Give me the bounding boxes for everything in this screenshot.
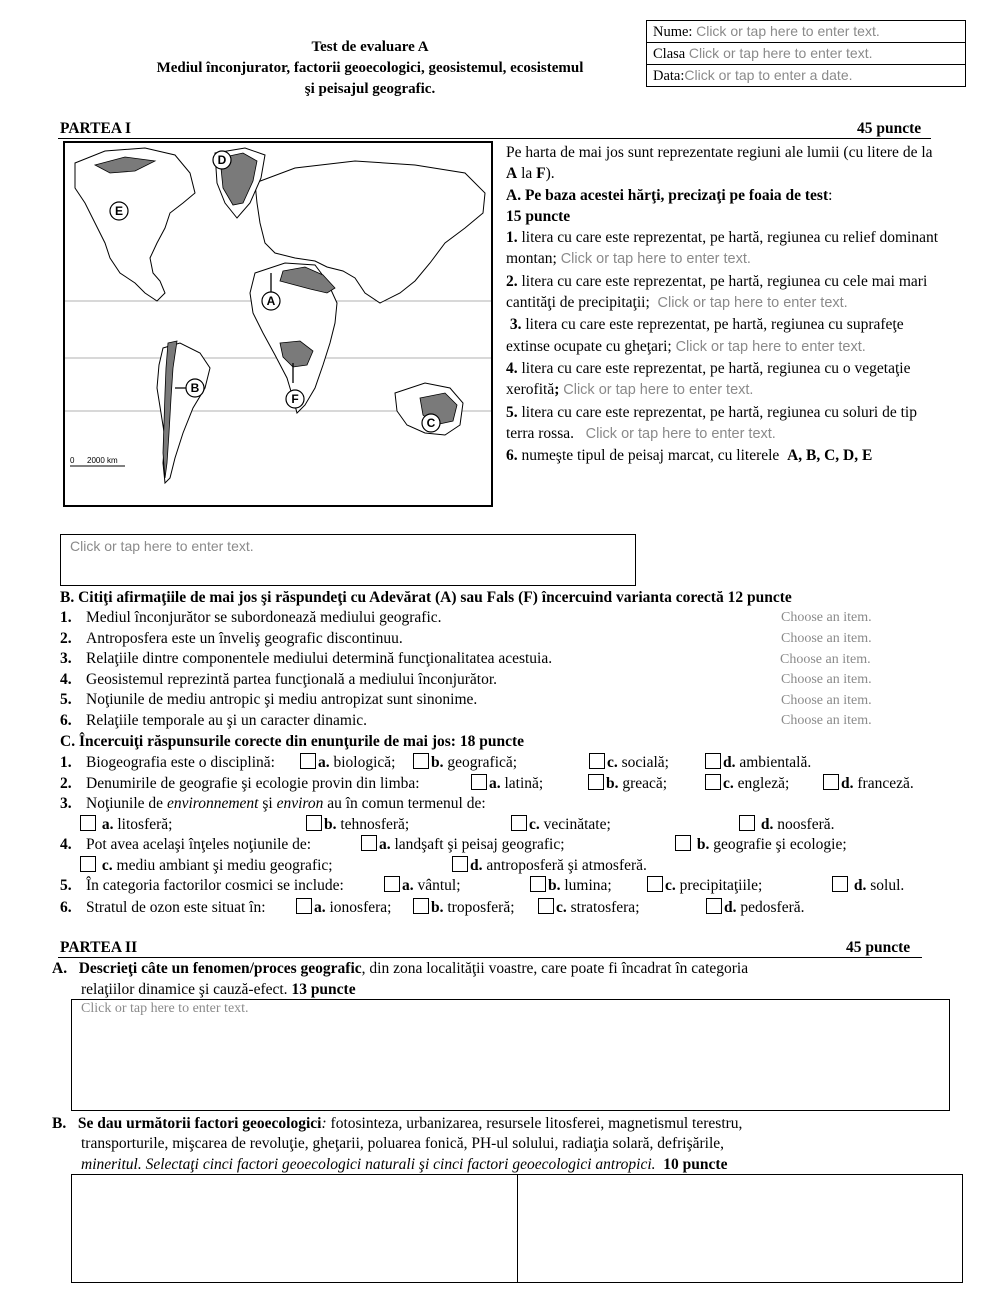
checkbox[interactable]	[384, 876, 400, 892]
part2-task-b: B. Se dau următorii factori geoecologici: fotosinteza, urbanizarea, resursele litosferei, magnetismul terestru,	[52, 1115, 743, 1132]
question-4: 4. litera cu care este reprezentat, pe hartă, regiunea cu o vegetaţie xerofită; Click or tap here to enter text.	[506, 359, 911, 399]
date-field[interactable]	[647, 65, 965, 86]
statement-1: 1. Mediul înconjurător se subordonează mediului geografic.	[60, 609, 442, 626]
c-question-3: 3. Noţiunile de environnement şi environ au în comun termenul de:	[60, 795, 486, 812]
part2-task-b-line2: transporturile, mişcarea de revoluţie, gheţarii, poluarea fonică, PH-ul solului, radiaţia solară, defrişările,	[81, 1135, 725, 1152]
task-a-points: 15 puncte	[506, 207, 571, 225]
anthropic-factors-cell[interactable]	[518, 1175, 962, 1282]
c6-option-d[interactable]: d. pedosferă.	[706, 898, 805, 918]
map-intro: Pe harta de mai jos sunt reprezentate regiuni ale lumii (cu litere de la A la F).	[506, 144, 933, 183]
checkbox[interactable]	[739, 815, 755, 831]
c-question-1: 1. Biogeografia este o disciplină:	[60, 754, 275, 771]
world-map-svg	[65, 143, 491, 505]
checkbox[interactable]	[80, 815, 96, 831]
world-map	[63, 141, 493, 507]
part1-questions	[506, 142, 942, 466]
task-a-title: A. Pe baza acestei hărţi, precizaţi pe foaia de test:	[506, 186, 833, 204]
class-label: Clasa	[653, 46, 686, 62]
question-5: 5. litera cu care este reprezentat, pe hartă, regiunea cu soluri de tip terra rossa. Click or tap here to enter text.	[506, 403, 917, 442]
statement-2: 2. Antroposfera este un înveliş geografic discontinuu.	[60, 629, 403, 647]
c1-option-c[interactable]: c. socială;	[589, 753, 669, 773]
part2-a-answer-box[interactable]	[71, 999, 950, 1111]
c4-option-d[interactable]: d. antroposferă şi atmosferă.	[452, 856, 647, 876]
continents	[75, 148, 485, 483]
checkbox[interactable]	[705, 774, 721, 790]
student-info-box	[646, 20, 966, 87]
c4-option-a[interactable]: a. landşaft şi peisaj geografic;	[361, 835, 565, 855]
landscape-answer-box[interactable]	[60, 534, 636, 586]
c3-option-c[interactable]: c. vecinătate;	[511, 815, 611, 835]
factors-table	[71, 1174, 963, 1283]
question-6: 6. numeşte tipul de peisaj marcat, cu literele A, B, C, D, E	[506, 447, 873, 465]
checkbox[interactable]	[823, 774, 839, 790]
test-title: Test de evaluare A	[311, 39, 429, 55]
checkbox[interactable]	[413, 753, 429, 769]
part2-header-line	[58, 942, 922, 958]
answer-5-field[interactable]: Click or tap here to enter text.	[585, 425, 776, 442]
part1-points: 45 puncte	[857, 120, 922, 137]
statement-5: 5. Noţiunile de mediu antropic şi mediu antropizat sunt sinonime.	[60, 691, 478, 708]
section-c-title: C. Încercuiţi răspunsurile corecte din enunţurile de mai jos: 18 puncte	[60, 733, 524, 750]
c1-option-d[interactable]: d. ambientală.	[705, 753, 811, 773]
map-label-e: E	[114, 204, 124, 218]
c-question-4: 4. Pot avea acelaşi înţeles noţiunile de:	[60, 836, 312, 853]
map-label-d: D	[217, 153, 227, 167]
c6-option-b[interactable]: b. troposferă;	[413, 898, 515, 918]
answer-3-field[interactable]: Click or tap here to enter text.	[675, 338, 866, 355]
checkbox[interactable]	[538, 898, 554, 914]
c2-option-c[interactable]: c. engleză;	[705, 774, 789, 794]
statement-6: 6. Relaţiile temporale au şi un caracter dinamic.	[60, 711, 368, 729]
landscape-answer-placeholder[interactable]: Click or tap here to enter text.	[70, 538, 254, 554]
checkbox[interactable]	[675, 835, 691, 851]
c4-option-b[interactable]: b. geografie şi ecologie;	[675, 835, 847, 855]
checkbox[interactable]	[413, 898, 429, 914]
statement-2-choice[interactable]: Choose an item.	[781, 631, 872, 646]
checkbox[interactable]	[80, 856, 96, 872]
name-label: Nume:	[653, 24, 693, 40]
statement-1-choice[interactable]: Choose an item.	[781, 610, 872, 625]
checkbox[interactable]	[530, 876, 546, 892]
map-scale	[70, 456, 125, 466]
section-b-title: B. Citiţi afirmaţiile de mai jos şi răspundeţi cu Adevărat (A) sau Fals (F) încercuind varianta corectă 12 puncte	[60, 589, 792, 606]
part2-task-a: A. Descrieţi câte un fenomen/proces geografic, din zona localităţii voastre, care poate fi încadrat în categoria	[52, 960, 749, 977]
question-2: 2. litera cu care este reprezentat, pe hartă, regiunea cu cele mai mari cantităţi de precipitaţii; Click or tap here to enter text.	[506, 272, 928, 312]
map-label-c: C	[426, 416, 436, 430]
statement-6-choice[interactable]: Choose an item.	[781, 713, 872, 728]
checkbox[interactable]	[705, 753, 721, 769]
part2-points: 45 puncte	[846, 939, 911, 956]
question-1: 1. litera cu care este reprezentat, pe hartă, regiunea cu relief dominant montan; Click or tap here to enter text.	[506, 229, 939, 268]
checkbox[interactable]	[296, 898, 312, 914]
c-question-2: 2. Denumirile de geografie şi ecologie provin din limba:	[60, 775, 420, 792]
statement-3-choice[interactable]: Choose an item.	[780, 651, 871, 667]
part1-title: PARTEA I	[60, 120, 132, 137]
test-subtitle: Mediul înconjurator, factorii geoecologici, geosistemul, ecosistemul	[156, 60, 584, 76]
c5-option-b[interactable]: b. lumina;	[530, 876, 612, 896]
natural-factors-cell[interactable]	[72, 1175, 518, 1282]
statement-3: 3. Relaţiile dintre componentele mediului determină funcţionalitatea acestuia.	[60, 650, 553, 667]
checkbox[interactable]	[832, 876, 848, 892]
c-question-6: 6. Stratul de ozon este situat în:	[60, 899, 266, 916]
class-placeholder[interactable]: Click or tap here to enter text.	[688, 45, 873, 61]
statement-5-choice[interactable]: Choose an item.	[781, 692, 872, 708]
c2-option-b[interactable]: b. greacă;	[588, 774, 667, 794]
name-field[interactable]	[647, 21, 965, 43]
c3-option-d[interactable]: d. noosferă.	[739, 815, 835, 835]
checkbox[interactable]	[452, 856, 468, 872]
checkbox[interactable]	[588, 774, 604, 790]
checkbox[interactable]	[706, 898, 722, 914]
statement-4: 4. Geosistemul reprezintă partea funcţională a mediului înconjurător.	[60, 670, 498, 688]
checkbox[interactable]	[589, 753, 605, 769]
map-scale-zero: 0	[70, 456, 75, 465]
class-field[interactable]	[647, 43, 965, 65]
c-question-5: 5. În categoria factorilor cosmici se include:	[60, 877, 344, 894]
checkbox[interactable]	[511, 815, 527, 831]
test-subtitle-2: şi peisajul geografic.	[304, 81, 436, 97]
c3-option-a[interactable]: a. litosferă;	[80, 815, 172, 835]
part2-title: PARTEA II	[60, 939, 138, 956]
c3-option-b[interactable]: b. tehnosferă;	[306, 815, 409, 835]
checkbox[interactable]	[471, 774, 487, 790]
c2-option-d[interactable]: d. franceză.	[823, 774, 914, 794]
c4-option-c[interactable]: c. mediu ambiant şi mediu geografic;	[80, 856, 333, 876]
date-placeholder[interactable]: Click or tap to enter a date.	[684, 67, 853, 83]
answer-4-field[interactable]: Click or tap here to enter text.	[563, 382, 754, 399]
c5-option-d[interactable]: d. solul.	[832, 876, 904, 896]
c6-option-c[interactable]: c. stratosfera;	[538, 898, 640, 918]
checkbox[interactable]	[361, 835, 377, 851]
c1-option-a[interactable]: a. biologică;	[300, 753, 396, 773]
checkbox[interactable]	[300, 753, 316, 769]
part1-header-line	[58, 121, 931, 139]
checkbox[interactable]	[306, 815, 322, 831]
c2-option-a[interactable]: a. latină;	[471, 774, 543, 794]
statement-4-choice[interactable]: Choose an item.	[781, 672, 872, 687]
answer-1-field[interactable]: Click or tap here to enter text.	[560, 251, 751, 268]
map-label-b: B	[190, 381, 200, 395]
date-label: Data:	[653, 68, 685, 84]
checkbox[interactable]	[647, 876, 663, 892]
c5-option-c[interactable]: c. precipitaţiile;	[647, 876, 762, 896]
part2-a-placeholder[interactable]: Click or tap here to enter text.	[81, 1001, 249, 1016]
c6-option-a[interactable]: a. ionosfera;	[296, 898, 391, 918]
c5-option-a[interactable]: a. vântul;	[384, 876, 461, 896]
c1-option-b[interactable]: b. geografică;	[413, 753, 517, 773]
answer-2-field[interactable]: Click or tap here to enter text.	[657, 295, 848, 312]
question-3: 3. litera cu care este reprezentat, pe hartă, regiunea cu suprafeţe extinse ocupate cu gheţari; Click or tap here to enter text.	[506, 316, 904, 355]
map-label-a: A	[266, 294, 276, 308]
map-scale-label: 2000 km	[87, 456, 118, 465]
part2-task-b-line3: mineritul. Selectaţi cinci factori geoecologici naturali şi cinci factori geoecologici antropici. 10 puncte	[81, 1156, 728, 1173]
map-label-f: F	[291, 392, 299, 406]
part2-task-a-line2: relaţiilor dinamice şi cauză-efect. 13 puncte	[81, 981, 356, 998]
name-placeholder[interactable]: Click or tap here to enter text.	[696, 23, 880, 39]
